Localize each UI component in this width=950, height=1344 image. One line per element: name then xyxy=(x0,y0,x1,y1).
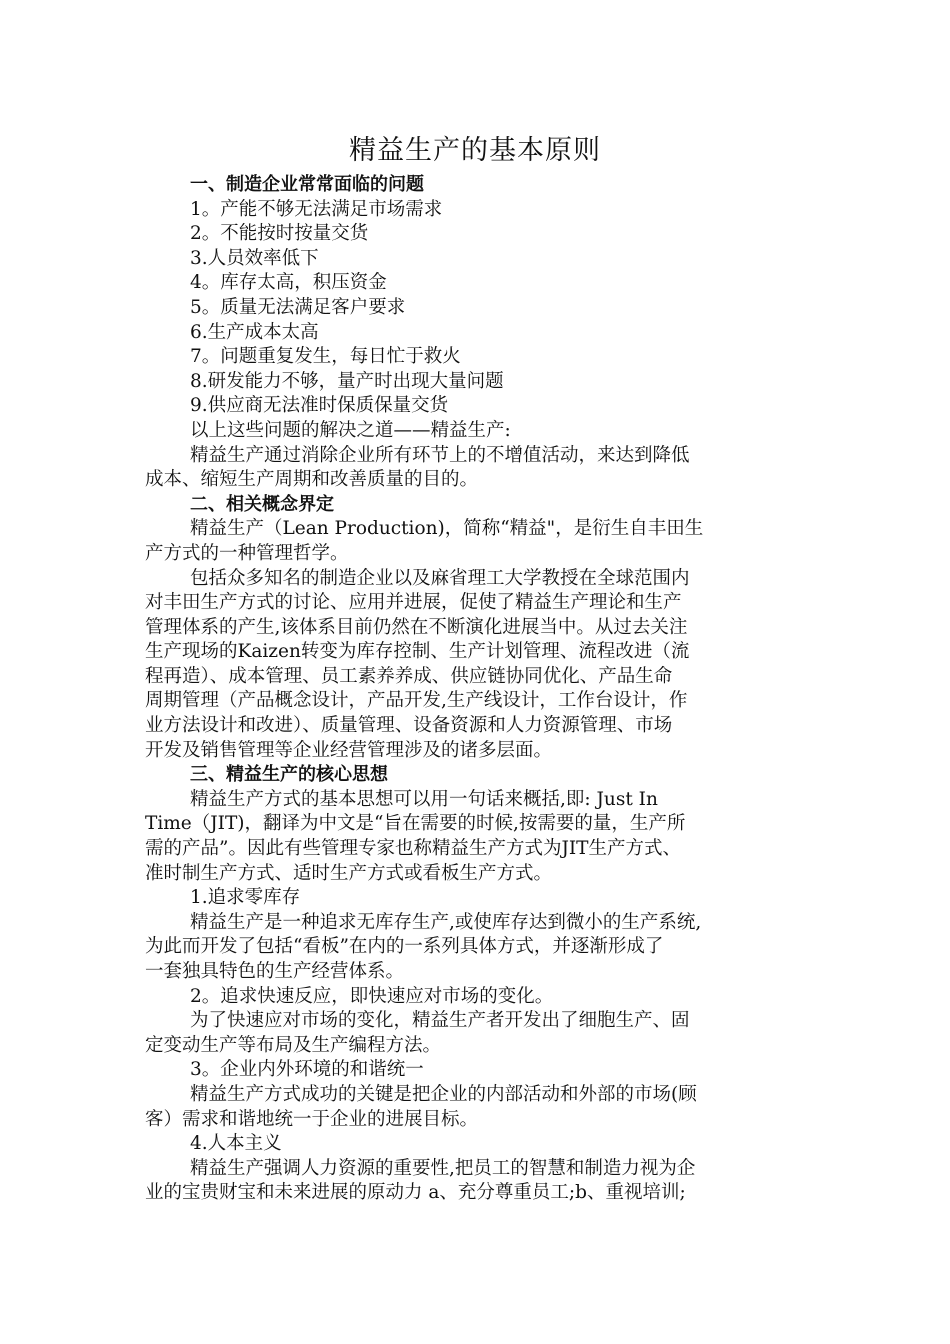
paragraph-line: 精益生产通过消除企业所有环节上的不增值活动，来达到降低 xyxy=(190,444,690,466)
problem-item: 8.研发能力不够，量产时出现大量问题 xyxy=(190,370,504,392)
problem-item: 6.生产成本太高 xyxy=(190,321,319,343)
paragraph-line: 一套独具特色的生产经营体系。 xyxy=(145,961,405,982)
problem-item: 2。不能按时按量交货 xyxy=(190,223,369,245)
paragraph-line: 精益生产（Lean Production)，简称“精益"，是衍生自丰田生 xyxy=(190,518,704,540)
paragraph-line: 生产现场的Kaizen转变为库存控制、生产计划管理、流程改进（流 xyxy=(145,641,690,663)
paragraph-line: 开发及销售管理等企业经营管理涉及的诸多层面。 xyxy=(145,739,553,761)
problem-item: 1。产能不够无法满足市场需求 xyxy=(190,198,443,220)
paragraph-line: 定变动生产等布局及生产编程方法。 xyxy=(145,1034,442,1056)
subsection-title: 3。企业内外环境的和谐统一 xyxy=(190,1059,424,1081)
paragraph-line: Time（JIT)，翻译为中文是“旨在需要的时候,按需要的量，生产所 xyxy=(145,813,686,835)
paragraph-line: 周期管理（产品概念设计，产品开发,生产线设计，工作台设计，作 xyxy=(145,690,688,712)
problem-item: 3.人员效率低下 xyxy=(190,247,319,269)
document-body xyxy=(145,173,805,1206)
paragraph-line: 为此而开发了包括“看板”在内的一系列具体方式，并逐渐形成了 xyxy=(145,936,664,958)
subsection-title: 4.人本主义 xyxy=(190,1133,282,1155)
paragraph-line: 包括众多知名的制造企业以及麻省理工大学教授在全球范围内 xyxy=(190,567,690,589)
paragraph-line: 需的产品”。因此有些管理专家也称精益生产方式为JIT生产方式、 xyxy=(145,838,682,860)
paragraph-line: 客）需求和谐地统一于企业的进展目标。 xyxy=(145,1108,479,1130)
paragraph-line: 管理体系的产生,该体系目前仍然在不断演化进展当中。从过去关注 xyxy=(145,616,688,638)
paragraph-line: 精益生产是一种追求无库存生产,或使库存达到微小的生产系统, xyxy=(190,911,702,933)
subsection-title: 1.追求零库存 xyxy=(190,887,301,909)
paragraph-line: 准时制生产方式、适时生产方式或看板生产方式。 xyxy=(145,862,553,884)
section-heading-1: 一、制造企业常常面临的问题 xyxy=(190,174,424,195)
problem-item: 9.供应商无法准时保质保量交货 xyxy=(190,395,449,417)
paragraph-line: 为了快速应对市场的变化，精益生产者开发出了细胞生产、固 xyxy=(190,1010,690,1032)
paragraph-line: 对丰田生产方式的讨论、应用并进展，促使了精益生产理论和生产 xyxy=(145,592,682,614)
section-heading-3: 三、精益生产的核心思想 xyxy=(190,764,388,786)
problem-item: 5。质量无法满足客户要求 xyxy=(190,296,406,318)
paragraph-line: 精益生产强调人力资源的重要性,把员工的智慧和制造力视为企 xyxy=(190,1157,696,1179)
paragraph-line: 精益生产方式的基本思想可以用一句话来概括,即: Just In xyxy=(190,788,658,810)
paragraph-line: 产方式的一种管理哲学。 xyxy=(145,542,349,564)
problem-item: 4。库存太高，积压资金 xyxy=(190,272,387,294)
problem-item: 7。问题重复发生，每日忙于救火 xyxy=(190,346,461,368)
paragraph-line: 程再造）、成本管理、员工素养养成、供应链协同优化、产品生命 xyxy=(145,665,673,687)
paragraph-line: 业的宝贵财宝和未来进展的原动力 a、充分尊重员工;b、重视培训; xyxy=(145,1182,686,1204)
paragraph-line: 成本、缩短生产周期和改善质量的目的。 xyxy=(145,469,479,491)
section-heading-2: 二、相关概念界定 xyxy=(190,493,334,515)
page-title: 精益生产的基本原则 xyxy=(349,135,601,166)
solution-intro: 以上这些问题的解决之道——精益生产: xyxy=(190,419,511,441)
subsection-title: 2。追求快速反应，即快速应对市场的变化。 xyxy=(190,985,554,1007)
paragraph-line: 精益生产方式成功的关键是把企业的内部活动和外部的市场(顾 xyxy=(190,1083,697,1105)
paragraph-line: 业方法设计和改进）、质量管理、设备资源和人力资源管理、市场 xyxy=(145,715,673,737)
